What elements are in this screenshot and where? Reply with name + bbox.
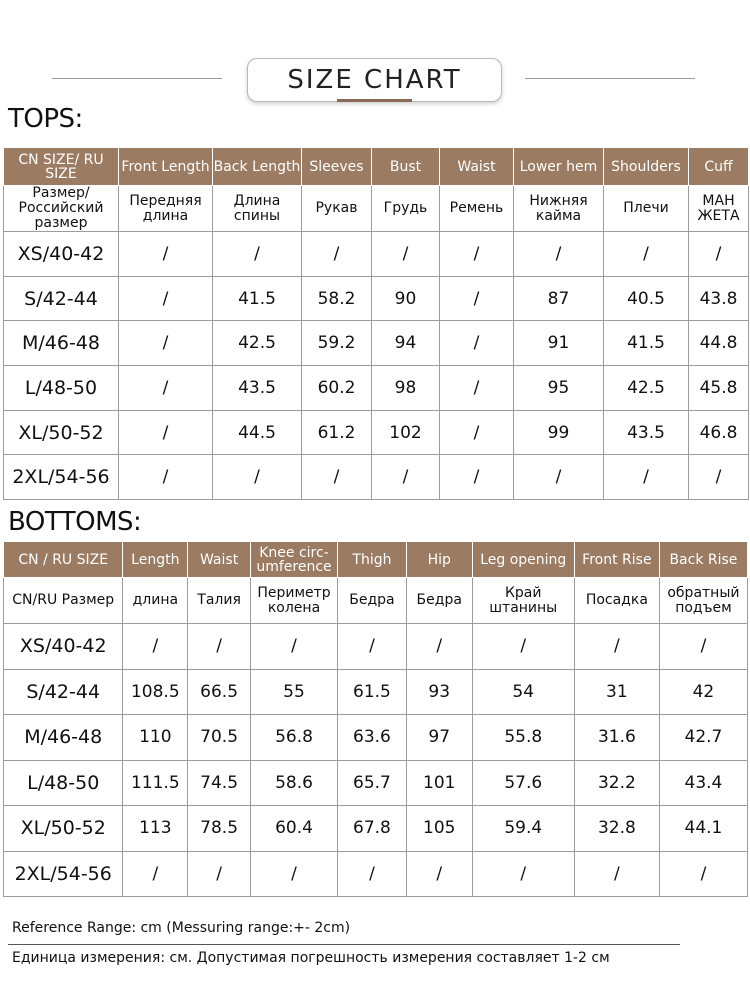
measurement-cell: / — [188, 624, 251, 670]
measurement-cell: 44.8 — [689, 321, 749, 366]
measurement-cell: 61.2 — [302, 410, 372, 455]
table-row — [4, 669, 748, 715]
measurement-cell: 60.2 — [302, 366, 372, 411]
header-cell: Sleeves — [302, 148, 372, 186]
measurement-cell: / — [604, 455, 689, 500]
measurement-cell: 46.8 — [689, 410, 749, 455]
header-cell: Waist — [188, 542, 251, 578]
ru-header-cell: Длина спины — [213, 186, 302, 232]
ru-header-cell: Передняя длина — [119, 186, 213, 232]
measurement-cell: / — [188, 851, 251, 897]
bottoms-ru-header-row — [4, 578, 748, 624]
measurement-cell: / — [119, 366, 213, 411]
measurement-cell: / — [604, 232, 689, 277]
measurement-cell: / — [440, 410, 514, 455]
measurement-cell: / — [574, 851, 659, 897]
measurement-cell: / — [338, 624, 407, 670]
measurement-cell: 61.5 — [338, 669, 407, 715]
size-label-cell: XS/40-42 — [4, 232, 119, 277]
ru-header-cell: Край штанины — [472, 578, 574, 624]
size-label-cell: L/48-50 — [4, 366, 119, 411]
footnote-divider — [8, 944, 680, 945]
measurement-cell: 108.5 — [123, 669, 188, 715]
ru-header-cell: Плечи — [604, 186, 689, 232]
measurement-cell: / — [472, 624, 574, 670]
ru-header-cell: Нижняя кайма — [514, 186, 604, 232]
table-row — [4, 715, 748, 761]
ru-header-cell: Периметр колена — [250, 578, 337, 624]
table-row — [4, 851, 748, 897]
measurement-cell: / — [338, 851, 407, 897]
measurement-cell: / — [119, 410, 213, 455]
measurement-cell: 32.2 — [574, 760, 659, 806]
measurement-cell: 57.6 — [472, 760, 574, 806]
header-cell: Waist — [440, 148, 514, 186]
size-chart-title — [247, 58, 502, 102]
reference-range-note: Reference Range: cm (Messuring range:+- 2cm) — [12, 920, 351, 936]
measurement-cell: 55.8 — [472, 715, 574, 761]
header-cell: Shoulders — [604, 148, 689, 186]
ru-header-cell: Размер/ Российский размер — [4, 186, 119, 232]
ru-header-cell: Ремень — [440, 186, 514, 232]
measurement-cell: 32.8 — [574, 806, 659, 852]
measurement-cell: / — [302, 455, 372, 500]
measurement-cell: 58.2 — [302, 276, 372, 321]
measurement-cell: 40.5 — [604, 276, 689, 321]
measurement-cell: / — [123, 624, 188, 670]
measurement-cell: / — [123, 851, 188, 897]
measurement-cell: 63.6 — [338, 715, 407, 761]
table-row — [4, 455, 749, 500]
measurement-cell: 91 — [514, 321, 604, 366]
measurement-cell: 43.4 — [659, 760, 747, 806]
ru-header-cell: Рукав — [302, 186, 372, 232]
measurement-cell: / — [406, 851, 472, 897]
header-cell: Back Rise — [659, 542, 747, 578]
measurement-cell: 94 — [372, 321, 440, 366]
measurement-cell: / — [213, 455, 302, 500]
measurement-cell: / — [302, 232, 372, 277]
size-label-cell: XS/40-42 — [4, 624, 123, 670]
table-row — [4, 806, 748, 852]
header-cell: Length — [123, 542, 188, 578]
measurement-cell: 95 — [514, 366, 604, 411]
measurement-cell: 44.5 — [213, 410, 302, 455]
size-label-cell: XL/50-52 — [4, 410, 119, 455]
size-label-cell: 2XL/54-56 — [4, 455, 119, 500]
header-cell: CN SIZE/ RU SIZE — [4, 148, 119, 186]
measurement-cell: 74.5 — [188, 760, 251, 806]
measurement-cell: / — [659, 851, 747, 897]
table-row — [4, 321, 749, 366]
header-cell: Front Length — [119, 148, 213, 186]
header-cell: Cuff — [689, 148, 749, 186]
table-row — [4, 276, 749, 321]
ru-header-cell: Талия — [188, 578, 251, 624]
measurement-cell: 66.5 — [188, 669, 251, 715]
measurement-cell: 42 — [659, 669, 747, 715]
measurement-cell: 59.2 — [302, 321, 372, 366]
measurement-cell: / — [514, 232, 604, 277]
title-accent-bar — [337, 99, 412, 102]
table-row — [4, 366, 749, 411]
size-label-cell: 2XL/54-56 — [4, 851, 123, 897]
measurement-cell: 67.8 — [338, 806, 407, 852]
measurement-cell: 42.5 — [213, 321, 302, 366]
measurement-cell: 98 — [372, 366, 440, 411]
measurement-cell: 43.5 — [604, 410, 689, 455]
measurement-cell: / — [372, 455, 440, 500]
measurement-cell: 41.5 — [604, 321, 689, 366]
measurement-cell: 42.5 — [604, 366, 689, 411]
measurement-cell: / — [689, 232, 749, 277]
table-row — [4, 624, 748, 670]
ru-header-cell: обратный подъем — [659, 578, 747, 624]
bottoms-header-row — [4, 542, 748, 578]
measurement-cell: 43.8 — [689, 276, 749, 321]
measurement-cell: / — [250, 624, 337, 670]
size-label-cell: M/46-48 — [4, 321, 119, 366]
measurement-cell: / — [472, 851, 574, 897]
measurement-cell: / — [213, 232, 302, 277]
measurement-cell: 31.6 — [574, 715, 659, 761]
header-cell: Front Rise — [574, 542, 659, 578]
measurement-cell: 43.5 — [213, 366, 302, 411]
measurement-cell: / — [119, 321, 213, 366]
ru-header-cell: длина — [123, 578, 188, 624]
measurement-cell: / — [119, 455, 213, 500]
measurement-cell: 99 — [514, 410, 604, 455]
measurement-cell: / — [440, 366, 514, 411]
tops-size-table — [3, 147, 749, 500]
measurement-cell: / — [659, 624, 747, 670]
header-cell: CN / RU SIZE — [4, 542, 123, 578]
measurement-cell: 102 — [372, 410, 440, 455]
measurement-cell: 101 — [406, 760, 472, 806]
measurement-cell: 45.8 — [689, 366, 749, 411]
ru-header-cell: Посадка — [574, 578, 659, 624]
measurement-cell: / — [440, 321, 514, 366]
measurement-cell: 55 — [250, 669, 337, 715]
measurement-cell: 113 — [123, 806, 188, 852]
measurement-cell: 97 — [406, 715, 472, 761]
header-cell: Bust — [372, 148, 440, 186]
size-chart-title-text: SIZE CHART — [287, 65, 462, 95]
ru-header-cell: Грудь — [372, 186, 440, 232]
tops-header-row — [4, 148, 749, 186]
measurement-cell: 93 — [406, 669, 472, 715]
header-cell: Hip — [406, 542, 472, 578]
measurement-cell: 41.5 — [213, 276, 302, 321]
measurement-cell: / — [440, 276, 514, 321]
measurement-cell: 42.7 — [659, 715, 747, 761]
measurement-cell: 60.4 — [250, 806, 337, 852]
measurement-cell: 44.1 — [659, 806, 747, 852]
ru-header-cell: МАН ЖЕТА — [689, 186, 749, 232]
table-row — [4, 410, 749, 455]
header-cell: Back Length — [213, 148, 302, 186]
size-label-cell: L/48-50 — [4, 760, 123, 806]
measurement-cell: 87 — [514, 276, 604, 321]
measurement-cell: / — [514, 455, 604, 500]
title-divider-right — [525, 78, 695, 79]
measurement-cell: 58.6 — [250, 760, 337, 806]
header-cell: Lower hem — [514, 148, 604, 186]
bottoms-size-table — [3, 541, 748, 897]
measurement-cell: 90 — [372, 276, 440, 321]
measurement-cell: / — [406, 624, 472, 670]
header-cell: Thigh — [338, 542, 407, 578]
measurement-cell: / — [574, 624, 659, 670]
size-label-cell: S/42-44 — [4, 669, 123, 715]
measurement-cell: / — [689, 455, 749, 500]
tops-ru-header-row — [4, 186, 749, 232]
size-label-cell: M/46-48 — [4, 715, 123, 761]
header-cell: Knee circ- umference — [250, 542, 337, 578]
measurement-cell: 111.5 — [123, 760, 188, 806]
measurement-cell: 105 — [406, 806, 472, 852]
measurement-cell: / — [250, 851, 337, 897]
measurement-cell: / — [119, 232, 213, 277]
measurement-cell: / — [440, 455, 514, 500]
bottoms-heading: BOTTOMS: — [8, 507, 142, 537]
table-row — [4, 760, 748, 806]
size-label-cell: XL/50-52 — [4, 806, 123, 852]
ru-header-cell: Бедра — [406, 578, 472, 624]
measurement-cell: 54 — [472, 669, 574, 715]
ru-header-cell: CN/RU Размер — [4, 578, 123, 624]
measurement-cell: / — [440, 232, 514, 277]
size-label-cell: S/42-44 — [4, 276, 119, 321]
measurement-cell: 78.5 — [188, 806, 251, 852]
measurement-cell: / — [372, 232, 440, 277]
table-row — [4, 232, 749, 277]
tops-heading: TOPS: — [8, 104, 83, 134]
title-divider-left — [52, 78, 222, 79]
measurement-cell: 59.4 — [472, 806, 574, 852]
header-cell: Leg opening — [472, 542, 574, 578]
measurement-cell: 31 — [574, 669, 659, 715]
measurement-cell: 70.5 — [188, 715, 251, 761]
ru-header-cell: Бедра — [338, 578, 407, 624]
measurement-cell: 65.7 — [338, 760, 407, 806]
measurement-cell: 110 — [123, 715, 188, 761]
measurement-tolerance-note: Единица измерения: см. Допустимая погрешность измерения составляет 1-2 см — [12, 950, 610, 966]
measurement-cell: 56.8 — [250, 715, 337, 761]
measurement-cell: / — [119, 276, 213, 321]
